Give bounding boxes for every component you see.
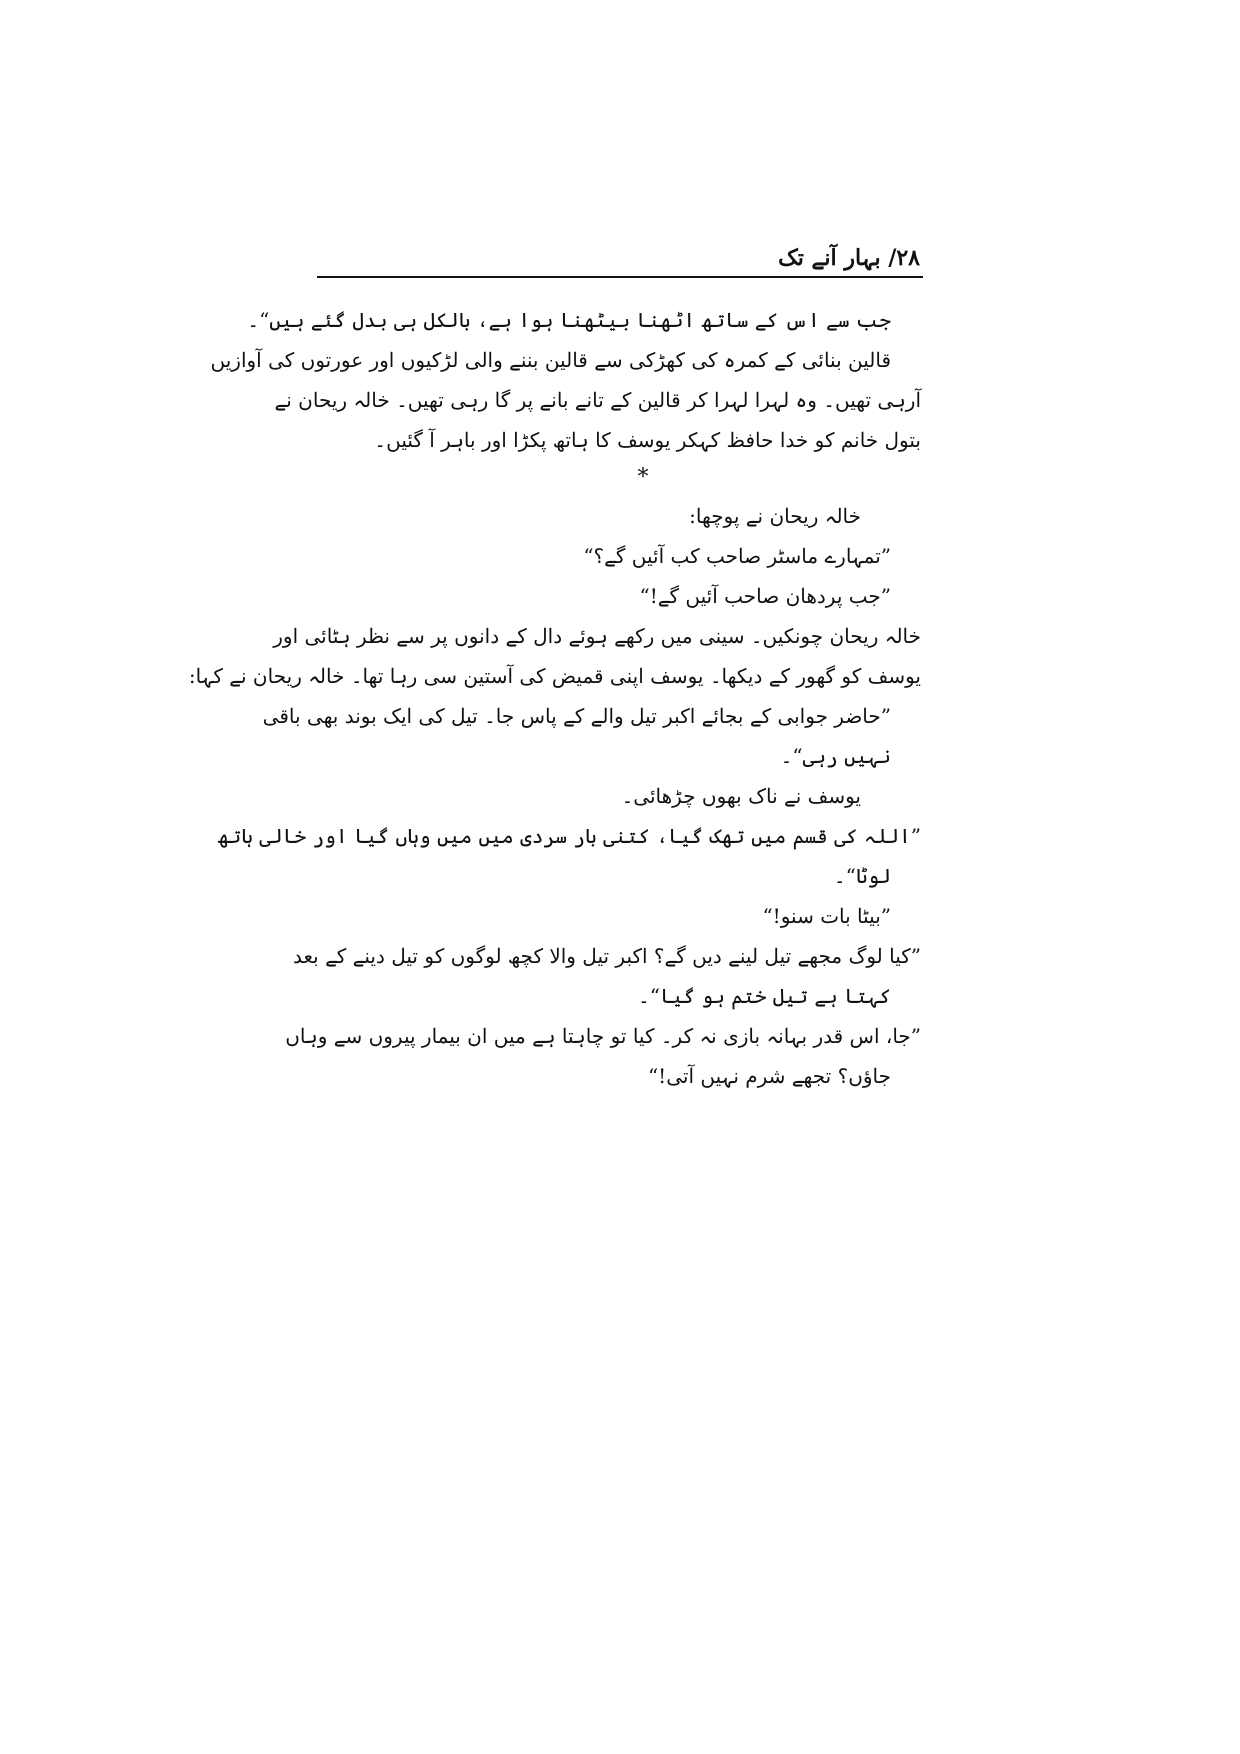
text-line: بتول خانم کو خدا حافظ کہکر یوسف کا ہاتھ پکڑا اور باہر آ گئیں۔ — [374, 428, 921, 452]
text-line: ”اللہ کی قسم میں تھک گیا، کتنی بار سردی میں میں وہاں گیا اور خالی ہاتھ — [217, 824, 921, 848]
text-line: نہیں رہی“۔ — [780, 744, 891, 768]
text-line: ”جب پردھان صاحب آئیں گے!“ — [639, 584, 891, 608]
text-line: ”حاضر جوابی کے بجائے اکبر تیل والے کے پاس جا۔ تیل کی ایک بوند بھی باقی — [262, 704, 891, 728]
running-head: ۲۸/ بہار آنے تک — [778, 245, 920, 271]
text-line: ”تمہارے ماسٹر صاحب کب آئیں گے؟“ — [583, 544, 891, 568]
text-line: یوسف نے ناک بھوں چڑھائی۔ — [621, 784, 861, 808]
text-line: کہتا ہے تیل ختم ہو گیا“۔ — [638, 984, 891, 1008]
section-separator: * — [637, 465, 649, 490]
text-line: قالین بنائی کے کمرہ کی کھڑکی سے قالین بننے والی لڑکیوں اور عورتوں کی آوازیں — [210, 348, 891, 372]
text-line: آرہی تھیں۔ وہ لہرا لہرا کر قالین کے تانے بانے پر گا رہی تھیں۔ خالہ ریحان نے — [274, 388, 921, 412]
text-line: جاؤں؟ تجھے شرم نہیں آتی!“ — [647, 1064, 891, 1088]
text-line: ”جا، اس قدر بہانہ بازی نہ کر۔ کیا تو چاہتا ہے میں ان بیمار پیروں سے وہاں — [285, 1024, 921, 1048]
text-line: خالہ ریحان چونکیں۔ سینی میں رکھے ہوئے دال کے دانوں پر سے نظر ہٹائی اور — [273, 624, 921, 648]
header-rule — [317, 276, 923, 278]
text-line: جب سے اس کے ساتھ اٹھنا بیٹھنا ہوا ہے، بالکل ہی بدل گئے ہیں“۔ — [247, 308, 891, 332]
text-line: لوٹا“۔ — [833, 864, 891, 888]
body-text — [188, 300, 921, 1096]
text-line: ”کیا لوگ مجھے تیل لینے دیں گے؟ اکبر تیل والا کچھ لوگوں کو تیل دینے کے بعد — [293, 944, 921, 968]
text-line: ”بیٹا بات سنو!“ — [762, 904, 891, 928]
text-line: یوسف کو گھور کے دیکھا۔ یوسف اپنی قمیض کی آستین سی رہا تھا۔ خالہ ریحان نے کہا: — [188, 664, 921, 688]
text-line: خالہ ریحان نے پوچھا: — [689, 504, 861, 528]
